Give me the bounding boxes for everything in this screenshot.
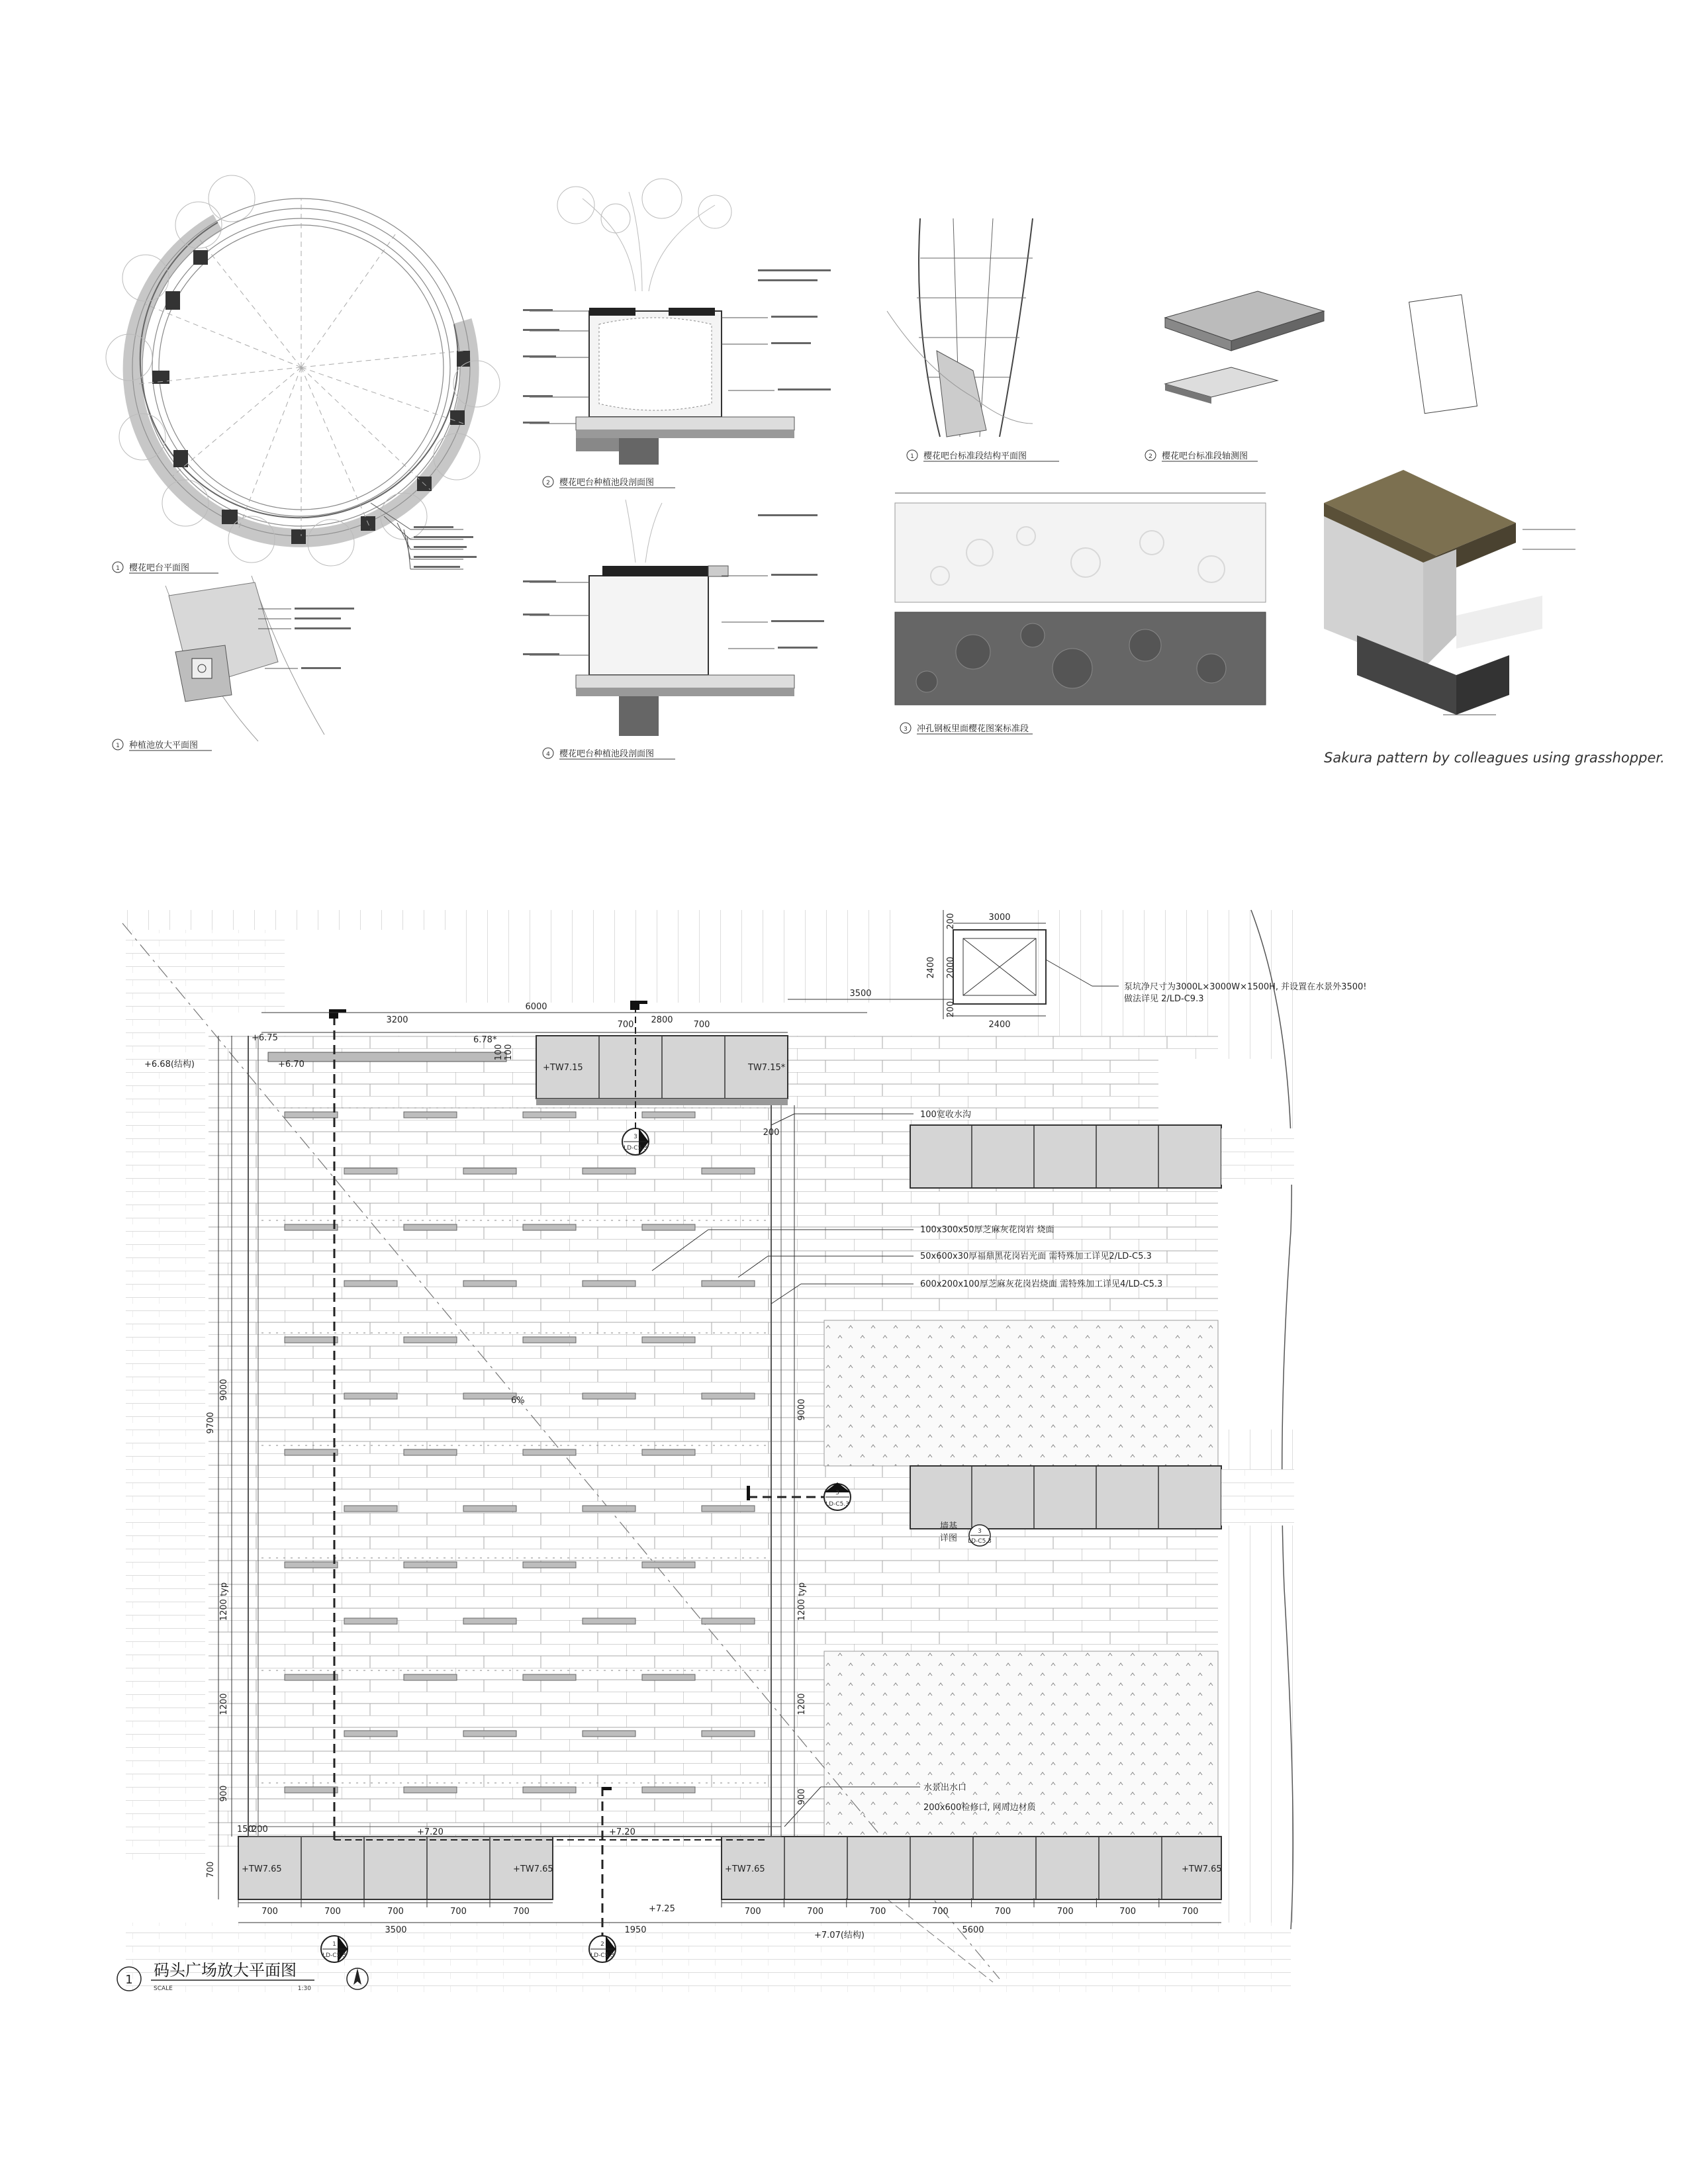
dim-label: 2800 [651,1015,673,1025]
paving-left [126,1016,205,1863]
drawing-number: 1 [116,565,120,572]
pier-plaza-plan [0,900,1688,1999]
paving-strip [457,910,907,1003]
dim-label: 1950 [624,1925,647,1935]
drawing-title: 樱花吧台标准段轴测图 [1162,451,1248,461]
drawing-title: 樱花吧台平面图 [129,563,190,573]
inlay-strip [404,1674,457,1680]
paving-left-top [126,930,285,1016]
dim-label: 700 [513,1907,530,1917]
inlay-strip [404,1449,457,1455]
perforated-steel-elevation [895,493,1266,734]
drawing-title: 冲孔钢板里面樱花图案标准段 [917,724,1029,734]
dim-label: 200 [763,1128,780,1138]
dim-label: 700 [931,1907,949,1917]
dim-label: 2400 [988,1020,1011,1030]
paving-gap [1221,1469,1294,1525]
planter-section-2 [523,179,831,488]
level-label: +TW7.65 [725,1864,765,1874]
paving-strip [126,910,457,930]
inlay-strip [642,1787,695,1793]
dim-label: 900 [797,1788,807,1805]
inlay-strip [285,1674,338,1680]
drawing-number: 3 [904,726,908,733]
planter-enlarged-plan [113,576,354,751]
slope-label: 6% [511,1396,525,1406]
dim-label: 9000 [219,1379,229,1401]
section-callout[interactable] [321,1936,348,1962]
level-label: +7.20 [417,1827,444,1837]
bar-axonometric [1145,291,1477,461]
callout-number: 3 [978,1528,982,1535]
inlay-strip [583,1618,635,1624]
dim-label: 3000 [988,913,1011,923]
right-stone-panel [910,1125,1221,1188]
callout-ref: LD-C5.3 [322,1952,346,1959]
level-label: +TW7.65 [1182,1864,1222,1874]
inlay-strip [285,1337,338,1343]
dim-label: 1200 [219,1693,229,1715]
inlay-strip [583,1168,635,1174]
dim-label: 700 [807,1907,824,1917]
inlay-strip [463,1393,516,1399]
level-label: 6.78* [473,1035,497,1045]
dim-label: 9000 [797,1398,807,1421]
planting-bed [824,1320,1218,1466]
paving-gap [1221,1128,1294,1185]
note-pump-pit-ref: 做法详见 2/LD-C9.3 [1124,994,1204,1004]
inlay-strip [523,1674,576,1680]
callout-ref: LD-C5.3 [968,1538,992,1545]
dim-label: 200 [252,1825,268,1835]
inlay-strip [642,1224,695,1230]
dim-label: 700 [617,1020,634,1030]
note-drain: 100宽收水沟 [920,1110,971,1120]
note-wall: 墙基 [940,1522,958,1531]
note-outlet-2: 200x600检修口, 网周边材质 [923,1803,1036,1813]
inlay-strip [523,1224,576,1230]
inlay-strip [463,1731,516,1737]
inlay-strip [404,1112,457,1118]
callout-number: 3 [633,1134,637,1140]
level-label: +TW7.65 [242,1864,282,1874]
inlay-strip [702,1731,755,1737]
drawing-number: 1 [910,453,914,460]
dim-label: 700 [1182,1907,1199,1917]
planter-section-4 [523,500,824,759]
note-wall-detail: 详图 [940,1533,958,1543]
level-label: +7.20 [609,1827,635,1837]
level-label: +6.68(结构) [144,1060,195,1069]
scale-label: SCALE [154,1985,173,1992]
dim-label: 3500 [385,1925,407,1935]
inlay-strip [463,1618,516,1624]
dim-label: 900 [219,1785,229,1802]
dim-label: 1200 typ [219,1582,229,1621]
dim-label: 1200 typ [797,1582,807,1621]
inlay-strip [344,1731,397,1737]
dim-label: 700 [261,1907,278,1917]
scale-value: 1:30 [297,1985,311,1992]
inlay-strip [463,1168,516,1174]
note-material-2: 50x600x30厚福鼎黑花岗岩光面 需特殊加工详见2/LD-C5.3 [920,1251,1152,1261]
inlay-strip [285,1224,338,1230]
dim-label: 700 [324,1907,341,1917]
drawing-number: 1 [125,1973,133,1987]
inlay-strip [702,1506,755,1512]
inlay-strip [642,1112,695,1118]
drawing-title: 樱花吧台种植池段剖面图 [559,478,655,488]
inlay-strip [583,1731,635,1737]
note-pump-pit: 泵坑净尺寸为3000L×3000W×1500H, 并设置在水景外3500! [1124,982,1367,992]
inlay-strip [285,1787,338,1793]
inlay-strip [404,1787,457,1793]
callout-ref: LD-C5.3 [825,1501,849,1508]
inlay-strip [523,1787,576,1793]
drawing-title: 樱花吧台标准段结构平面图 [923,451,1027,461]
inlay-strip [642,1562,695,1568]
dim-label: 150 [237,1825,254,1835]
note-material-1: 100x300x50厚芝麻灰花岗岩 烧面 [920,1225,1055,1235]
dim-label: 700 [206,1861,216,1878]
inlay-strip [404,1562,457,1568]
bottom-stone-bench-left [238,1837,553,1899]
dim-label: 700 [869,1907,886,1917]
drawing-title: 樱花吧台种植池段剖面图 [559,749,655,759]
callout-number: 2 [600,1941,604,1948]
dim-label: 3200 [386,1015,408,1025]
circle-bar-plan [106,175,500,573]
inlay-strip [344,1506,397,1512]
dim-label: 1200 [797,1693,807,1715]
drawing-number: 1 [116,743,120,749]
dim-label: 6000 [525,1002,547,1012]
dim-label: 2400 [926,956,936,979]
dim-label: 700 [387,1907,404,1917]
bench-edge [536,1099,788,1105]
inlay-strip [583,1506,635,1512]
inlay-strip [463,1506,516,1512]
inlay-strip [523,1337,576,1343]
drawing-number: 2 [1149,453,1152,460]
inlay-strip [344,1168,397,1174]
inlay-strip [523,1112,576,1118]
inlay-strip [642,1674,695,1680]
inlay-strip [404,1337,457,1343]
top-detail-sheet [0,0,1688,814]
level-label: +TW7.65 [513,1864,553,1874]
inlay-strip [702,1618,755,1624]
inlay-strip [404,1224,457,1230]
bar-3d-render [1324,470,1575,715]
inlay-strip [285,1449,338,1455]
bottom-stone-bench-right [722,1837,1221,1899]
section-callout[interactable] [622,1128,649,1155]
drawing-number: 2 [546,480,550,486]
level-label: +7.25 [649,1904,675,1914]
dim-label: 100 [494,1044,504,1061]
right-stone-panel [910,1466,1221,1529]
section-callout[interactable] [589,1936,616,1962]
callout-number: 1 [332,1941,336,1948]
callout-ref: LD-C5.3 [624,1145,647,1152]
dim-label: 5600 [962,1925,984,1935]
inlay-strip [583,1281,635,1287]
inlay-strip [642,1337,695,1343]
figure-caption: Sakura pattern by colleagues using grasshopper. [1324,750,1665,766]
inlay-strip [702,1168,755,1174]
drawing-number: 4 [546,751,550,758]
dim-label: 700 [744,1907,761,1917]
dim-label: 2000 [946,956,956,979]
note-outlet: 水景出水口 [923,1783,967,1793]
inlay-strip [344,1618,397,1624]
callout-ref: LD-C5.3 [590,1952,614,1959]
dim-label: 9700 [206,1412,216,1434]
inlay-strip [642,1449,695,1455]
dim-label: 200 [946,913,956,930]
dim-label: 700 [1119,1907,1137,1917]
level-label: TW7.15* [748,1063,786,1073]
dim-label: 200 [946,1001,956,1018]
level-label: +7.07(结构) [814,1931,865,1940]
dim-label: 100 [504,1044,514,1061]
inlay-strip [463,1281,516,1287]
inlay-strip [285,1112,338,1118]
dim-label: 3500 [849,989,872,999]
note-material-3: 600x200x100厚芝麻灰花岗岩烧面 需特殊加工详见4/LD-C5.3 [920,1279,1163,1289]
dim-label: 700 [1056,1907,1074,1917]
level-label: +6.75 [252,1033,278,1043]
inlay-strip [702,1393,755,1399]
plan-title: 码头广场放大平面图 [154,1961,297,1979]
inlay-strip [344,1281,397,1287]
dim-label: 700 [994,1907,1011,1917]
dim-label: 700 [450,1907,467,1917]
dim-label: 700 [693,1020,710,1030]
drawing-title: 种植池放大平面图 [129,741,199,751]
inlay-strip [583,1393,635,1399]
level-label: +TW7.15 [543,1063,583,1073]
inlay-strip [344,1393,397,1399]
inlay-strip [702,1281,755,1287]
paving-bottom [126,1923,1291,1995]
inlay-strip [523,1449,576,1455]
inlay-strip [285,1562,338,1568]
inlay-strip [523,1562,576,1568]
callout-number: 3 [835,1490,839,1496]
level-label: +6.70 [278,1060,305,1069]
bar-structure-plan [887,218,1059,461]
